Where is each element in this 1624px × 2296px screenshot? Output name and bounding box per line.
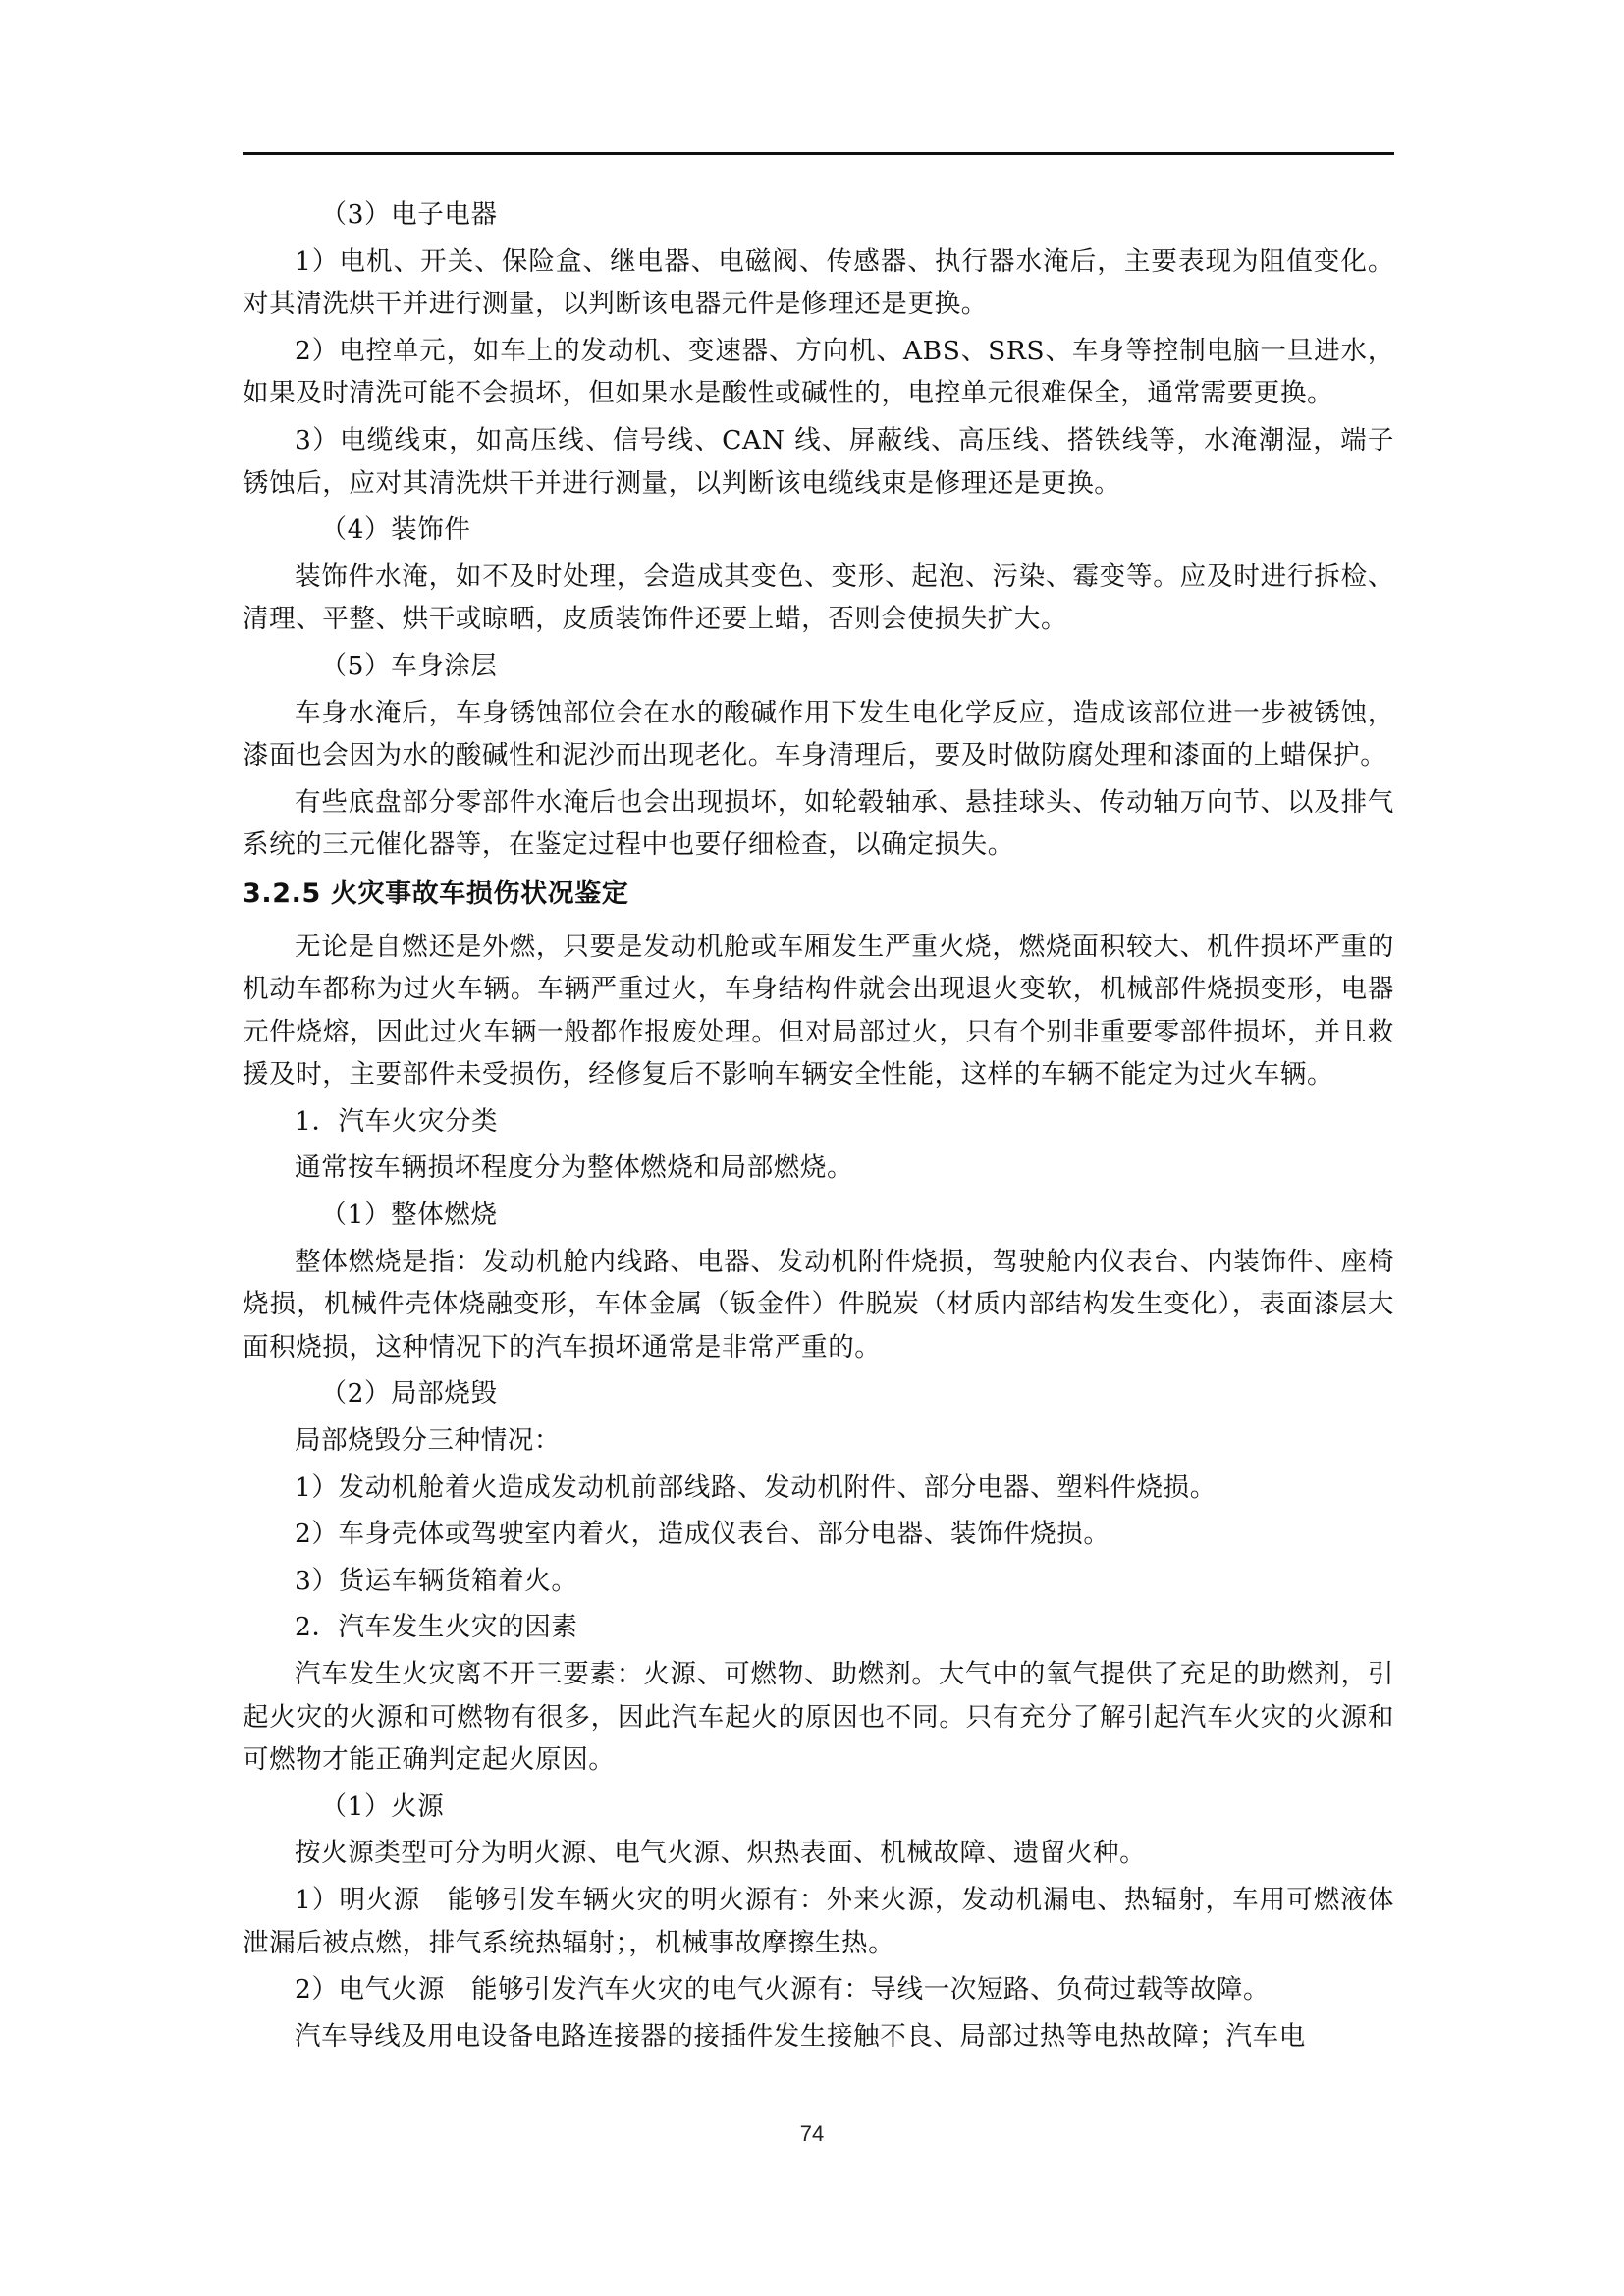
paragraph: 通常按车辆损坏程度分为整体燃烧和局部燃烧。 <box>295 1152 854 1184</box>
numbered-heading: 1．汽车火灾分类 <box>295 1105 499 1137</box>
header-rule <box>243 152 1394 155</box>
paragraph: 2）电控单元，如车上的发动机、变速器、方向机、ABS、SRS、车身等控制电脑一旦进水，如果及时清洗可能不会损坏，但如果水是酸性或碱性的，电控单元很难保全，通常需要更换。 <box>243 335 1394 409</box>
subheading-body-coating: （5）车身涂层 <box>320 650 498 681</box>
paragraph: 1）电机、开关、保险盒、继电器、电磁阀、传感器、执行器水淹后，主要表现为阻值变化。对其清洗烘干并进行测量，以判断该电器元件是修理还是更换。 <box>243 245 1394 320</box>
paragraph: 1）发动机舱着火造成发动机前部线路、发动机附件、部分电器、塑料件烧损。 <box>295 1471 1217 1503</box>
subheading-fire-source: （1）火源 <box>320 1790 445 1822</box>
numbered-heading: 2．汽车发生火灾的因素 <box>295 1612 578 1643</box>
page-content <box>243 193 1394 2061</box>
subheading-trim: （4）装饰件 <box>320 514 471 546</box>
subheading-total-burn: （1）整体燃烧 <box>320 1200 498 1231</box>
subheading-partial-burn: （2）局部烧毁 <box>320 1378 498 1410</box>
page-number: 74 <box>799 2121 825 2146</box>
section-heading: 3.2.5 火灾事故车损伤状况鉴定 <box>243 878 629 909</box>
paragraph: 2）车身壳体或驾驶室内着火，造成仪表台、部分电器、装饰件烧损。 <box>295 1519 1110 1550</box>
paragraph: 1）明火源 能够引发车辆火灾的明火源有：外来火源，发动机漏电、热辐射，车用可燃液体泄漏后被点燃，排气系统热辐射；，机械事故摩擦生热。 <box>243 1884 1394 1958</box>
paragraph: 车身水淹后，车身锈蚀部位会在水的酸碱作用下发生电化学反应，造成该部位进一步被锈蚀，漆面也会因为水的酸碱性和泥沙而出现老化。车身清理后，要及时做防腐处理和漆面的上蜡保护。 <box>243 697 1394 772</box>
paragraph: 有些底盘部分零部件水淹后也会出现损坏，如轮毂轴承、悬挂球头、传动轴万向节、以及排气系统的三元催化器等，在鉴定过程中也要仔细检查，以确定损失。 <box>243 786 1394 861</box>
paragraph: 无论是自燃还是外燃，只要是发动机舱或车厢发生严重火烧，燃烧面积较大、机件损坏严重的机动车都称为过火车辆。车辆严重过火，车身结构件就会出现退火变软，机械部件烧损变形，电器元件烧熔，因此过火车辆一般都作报废处理。但对局部过火，只有个别非重要零部件损坏，并且救援及时，主要部件未受损伤，经修复后不影响车辆安全性能，这样的车辆不能定为过火车辆。 <box>243 931 1394 1091</box>
paragraph: 2）电气火源 能够引发汽车火灾的电气火源有：导线一次短路、负荷过载等故障。 <box>295 1974 1271 2005</box>
paragraph: 按火源类型可分为明火源、电气火源、炽热表面、机械故障、遗留火种。 <box>295 1838 1147 1869</box>
paragraph: 整体燃烧是指：发动机舱内线路、电器、发动机附件烧损，驾驶舱内仪表台、内装饰件、座椅烧损，机械件壳体烧融变形，车体金属（钣金件）件脱炭（材质内部结构发生变化），表面漆层大面积烧损，这种情况下的汽车损坏通常是非常严重的。 <box>243 1246 1394 1362</box>
paragraph: 3）货运车辆货箱着火。 <box>295 1565 578 1596</box>
subheading-electronics: （3）电子电器 <box>320 199 498 230</box>
paragraph: 汽车导线及用电设备电路连接器的接插件发生接触不良、局部过热等电热故障；汽车电 <box>295 2020 1306 2052</box>
paragraph: 3）电缆线束，如高压线、信号线、CAN 线、屏蔽线、高压线、搭铁线等，水淹潮湿，端子锈蚀后，应对其清洗烘干并进行测量，以判断该电缆线束是修理还是更换。 <box>243 424 1394 499</box>
paragraph: 汽车发生火灾离不开三要素：火源、可燃物、助燃剂。大气中的氧气提供了充足的助燃剂，引起火灾的火源和可燃物有很多，因此汽车起火的原因也不同。只有充分了解引起汽车火灾的火源和可燃物才能正确判定起火原因。 <box>243 1659 1394 1776</box>
paragraph: 局部烧毁分三种情况： <box>295 1425 561 1457</box>
paragraph: 装饰件水淹，如不及时处理，会造成其变色、变形、起泡、污染、霉变等。应及时进行拆检、清理、平整、烘干或晾晒，皮质装饰件还要上蜡，否则会使损失扩大。 <box>243 561 1394 635</box>
